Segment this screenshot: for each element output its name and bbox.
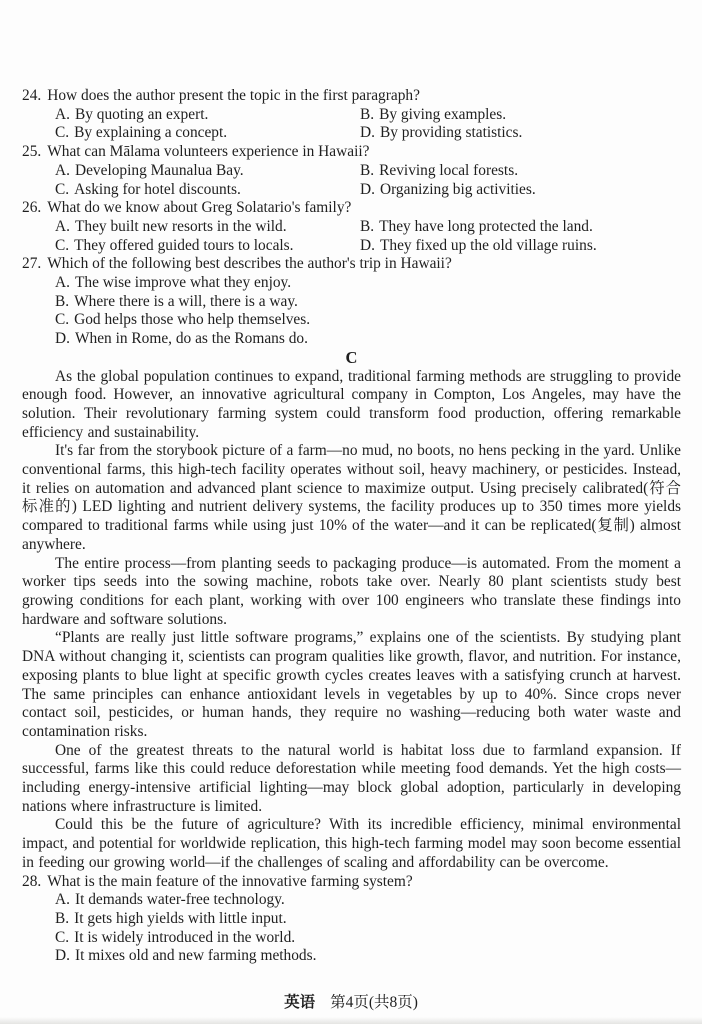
page-footer	[0, 994, 702, 1013]
question-27-options	[22, 274, 681, 349]
question-number: 26.	[22, 199, 42, 217]
option-text: By giving examples.	[379, 105, 507, 123]
option-label: A.	[55, 891, 70, 909]
option-26a	[55, 218, 360, 237]
option-label: D.	[360, 180, 375, 198]
question-number: 24.	[22, 87, 42, 104]
option-label: C.	[55, 124, 70, 142]
option-text: Asking for hotel discounts.	[74, 180, 241, 198]
option-text: Where there is a will, there is a way.	[74, 292, 298, 310]
footer-subject: 英语	[284, 994, 316, 1011]
question-28	[22, 873, 681, 967]
question-26	[22, 199, 681, 255]
option-25c	[55, 181, 360, 200]
option-text: They have long protected the land.	[379, 217, 593, 235]
option-text: By quoting an expert.	[74, 105, 209, 123]
question-24	[22, 87, 681, 143]
question-25-stem	[22, 143, 681, 162]
option-26d	[360, 237, 597, 256]
option-text: It mixes old and new farming methods.	[74, 947, 317, 965]
option-27a	[55, 274, 681, 293]
option-label: B.	[55, 292, 70, 310]
option-26c	[55, 237, 360, 256]
option-text: They built new resorts in the wild.	[74, 217, 287, 235]
option-text: They offered guided tours to locals.	[74, 236, 294, 254]
question-26-stem	[22, 199, 681, 218]
option-text: Reviving local forests.	[379, 161, 519, 179]
option-24d	[360, 124, 522, 143]
option-row	[55, 162, 681, 181]
option-label: A.	[55, 105, 70, 123]
option-row	[55, 124, 681, 143]
option-label: C.	[55, 928, 70, 946]
option-text: Developing Maunalua Bay.	[74, 161, 244, 179]
option-label: D.	[360, 236, 375, 254]
option-label: C.	[55, 236, 70, 254]
option-row	[55, 218, 681, 237]
option-24a	[55, 106, 360, 125]
option-28d	[55, 947, 681, 966]
question-text: What is the main feature of the innovative farming system?	[47, 872, 413, 890]
passage-paragraph-5: One of the greatest threats to the natural world is habitat loss due to farmland expansion. If successful, farms like this could reduce deforestation while meeting food demands. Yet the high costs—including energy-intensive artificial lighting—may block global adoption, particularly in developing nations where infrastructure is limited.	[22, 741, 681, 815]
option-text: It is widely introduced in the world.	[74, 928, 296, 946]
option-label: D.	[360, 124, 375, 142]
option-text: By providing statistics.	[379, 124, 523, 142]
option-label: A.	[55, 274, 70, 292]
option-row	[55, 106, 681, 125]
option-label: B.	[360, 105, 375, 123]
option-text: It gets high yields with little input.	[74, 909, 287, 927]
question-25	[22, 143, 681, 199]
option-label: D.	[55, 947, 70, 965]
option-text: God helps those who help themselves.	[74, 311, 311, 329]
question-28-options	[22, 891, 681, 966]
option-label: A.	[55, 161, 70, 179]
question-27-stem	[22, 255, 681, 274]
option-27c	[55, 311, 681, 330]
option-row	[55, 181, 681, 200]
option-28b	[55, 910, 681, 929]
page-content	[22, 87, 681, 966]
footer-page-info: 第4页(共8页)	[330, 994, 418, 1011]
option-label: B.	[360, 217, 375, 235]
question-text: What do we know about Greg Solatario's family?	[47, 199, 352, 217]
option-27b	[55, 293, 681, 312]
passage-paragraph-6: Could this be the future of agriculture? With its incredible efficiency, minimal environmental impact, and potential for worldwide replication, this high-tech farming model may soon become essential in feeding our growing world—if the challenges of scaling and affordability can be overcome.	[22, 816, 681, 871]
question-text: How does the author present the topic in the first paragraph?	[47, 87, 420, 104]
option-24c	[55, 124, 360, 143]
option-text: By explaining a concept.	[74, 124, 228, 142]
question-text: Which of the following best describes the author's trip in Hawaii?	[47, 255, 452, 273]
passage-paragraph-4: “Plants are really just little software programs,” explains one of the scientists. By studying plant DNA without changing it, scientists can program qualities like growth, flavor, and nutrition. For instance, exposing plants to blue light at specific growth cycles creates leaves with a satisfying crunch at harvest. The same principles can enhance antioxidant levels in vegetables by up to 40%. Since crops never contact soil, pesticides, or human hands, they require no washing—reducing both water waste and contamination risks.	[22, 629, 681, 740]
passage-section-label: C	[345, 347, 358, 367]
question-number: 27.	[22, 255, 42, 273]
option-label: B.	[360, 161, 375, 179]
option-27d	[55, 330, 681, 349]
question-number: 25.	[22, 143, 42, 161]
passage-paragraph-2: It's far from the storybook picture of a farm—no mud, no boots, no hens pecking in the yard. Unlike conventional farms, this high-tech facility operates without soil, heavy machinery, or pesticides. Instead, it relies on automation and advanced plant science to maximize output. Using precisely calibrated(符合标准的) LED lighting and nutrient delivery systems, the facility produces up to 350 times more yields compared to traditional farms while using just 10% of the water—and it can be replicated(复制) almost anywhere.	[22, 442, 681, 553]
option-label: B.	[55, 909, 70, 927]
option-text: It demands water-free technology.	[74, 891, 285, 909]
passage-paragraph-1: As the global population continues to expand, traditional farming methods are struggling to provide enough food. However, an innovative agricultural company in Compton, Los Angeles, may have the solution. Their revolutionary farming system could transform food production, offering remarkable efficiency and sustainability.	[22, 367, 681, 441]
option-text: Organizing big activities.	[379, 180, 536, 198]
option-28c	[55, 929, 681, 948]
question-24-options	[22, 106, 681, 143]
question-25-options	[22, 162, 681, 199]
option-label: C.	[55, 180, 70, 198]
option-text: They fixed up the old village ruins.	[379, 236, 597, 254]
option-25a	[55, 162, 360, 181]
question-28-stem	[22, 873, 681, 892]
option-text: When in Rome, do as the Romans do.	[74, 330, 308, 348]
question-27	[22, 255, 681, 349]
question-24-stem	[22, 87, 681, 106]
option-24b	[360, 106, 506, 125]
passage-paragraph-3: The entire process—from planting seeds to packaging produce—is automated. From the moment a worker tips seeds into the sowing machine, robots take over. Nearly 80 plant scientists study best growing conditions for each plant, working with over 100 engineers who translate these findings into hardware and software solutions.	[22, 554, 681, 628]
option-row	[55, 237, 681, 256]
option-text: The wise improve what they enjoy.	[74, 274, 292, 292]
option-label: C.	[55, 311, 70, 329]
question-26-options	[22, 218, 681, 255]
option-26b	[360, 218, 593, 237]
question-number: 28.	[22, 872, 42, 890]
option-25d	[360, 181, 536, 200]
option-28a	[55, 891, 681, 910]
option-label: A.	[55, 217, 70, 235]
option-25b	[360, 162, 518, 181]
question-text: What can Mālama volunteers experience in Hawaii?	[47, 143, 370, 161]
option-label: D.	[55, 330, 70, 348]
